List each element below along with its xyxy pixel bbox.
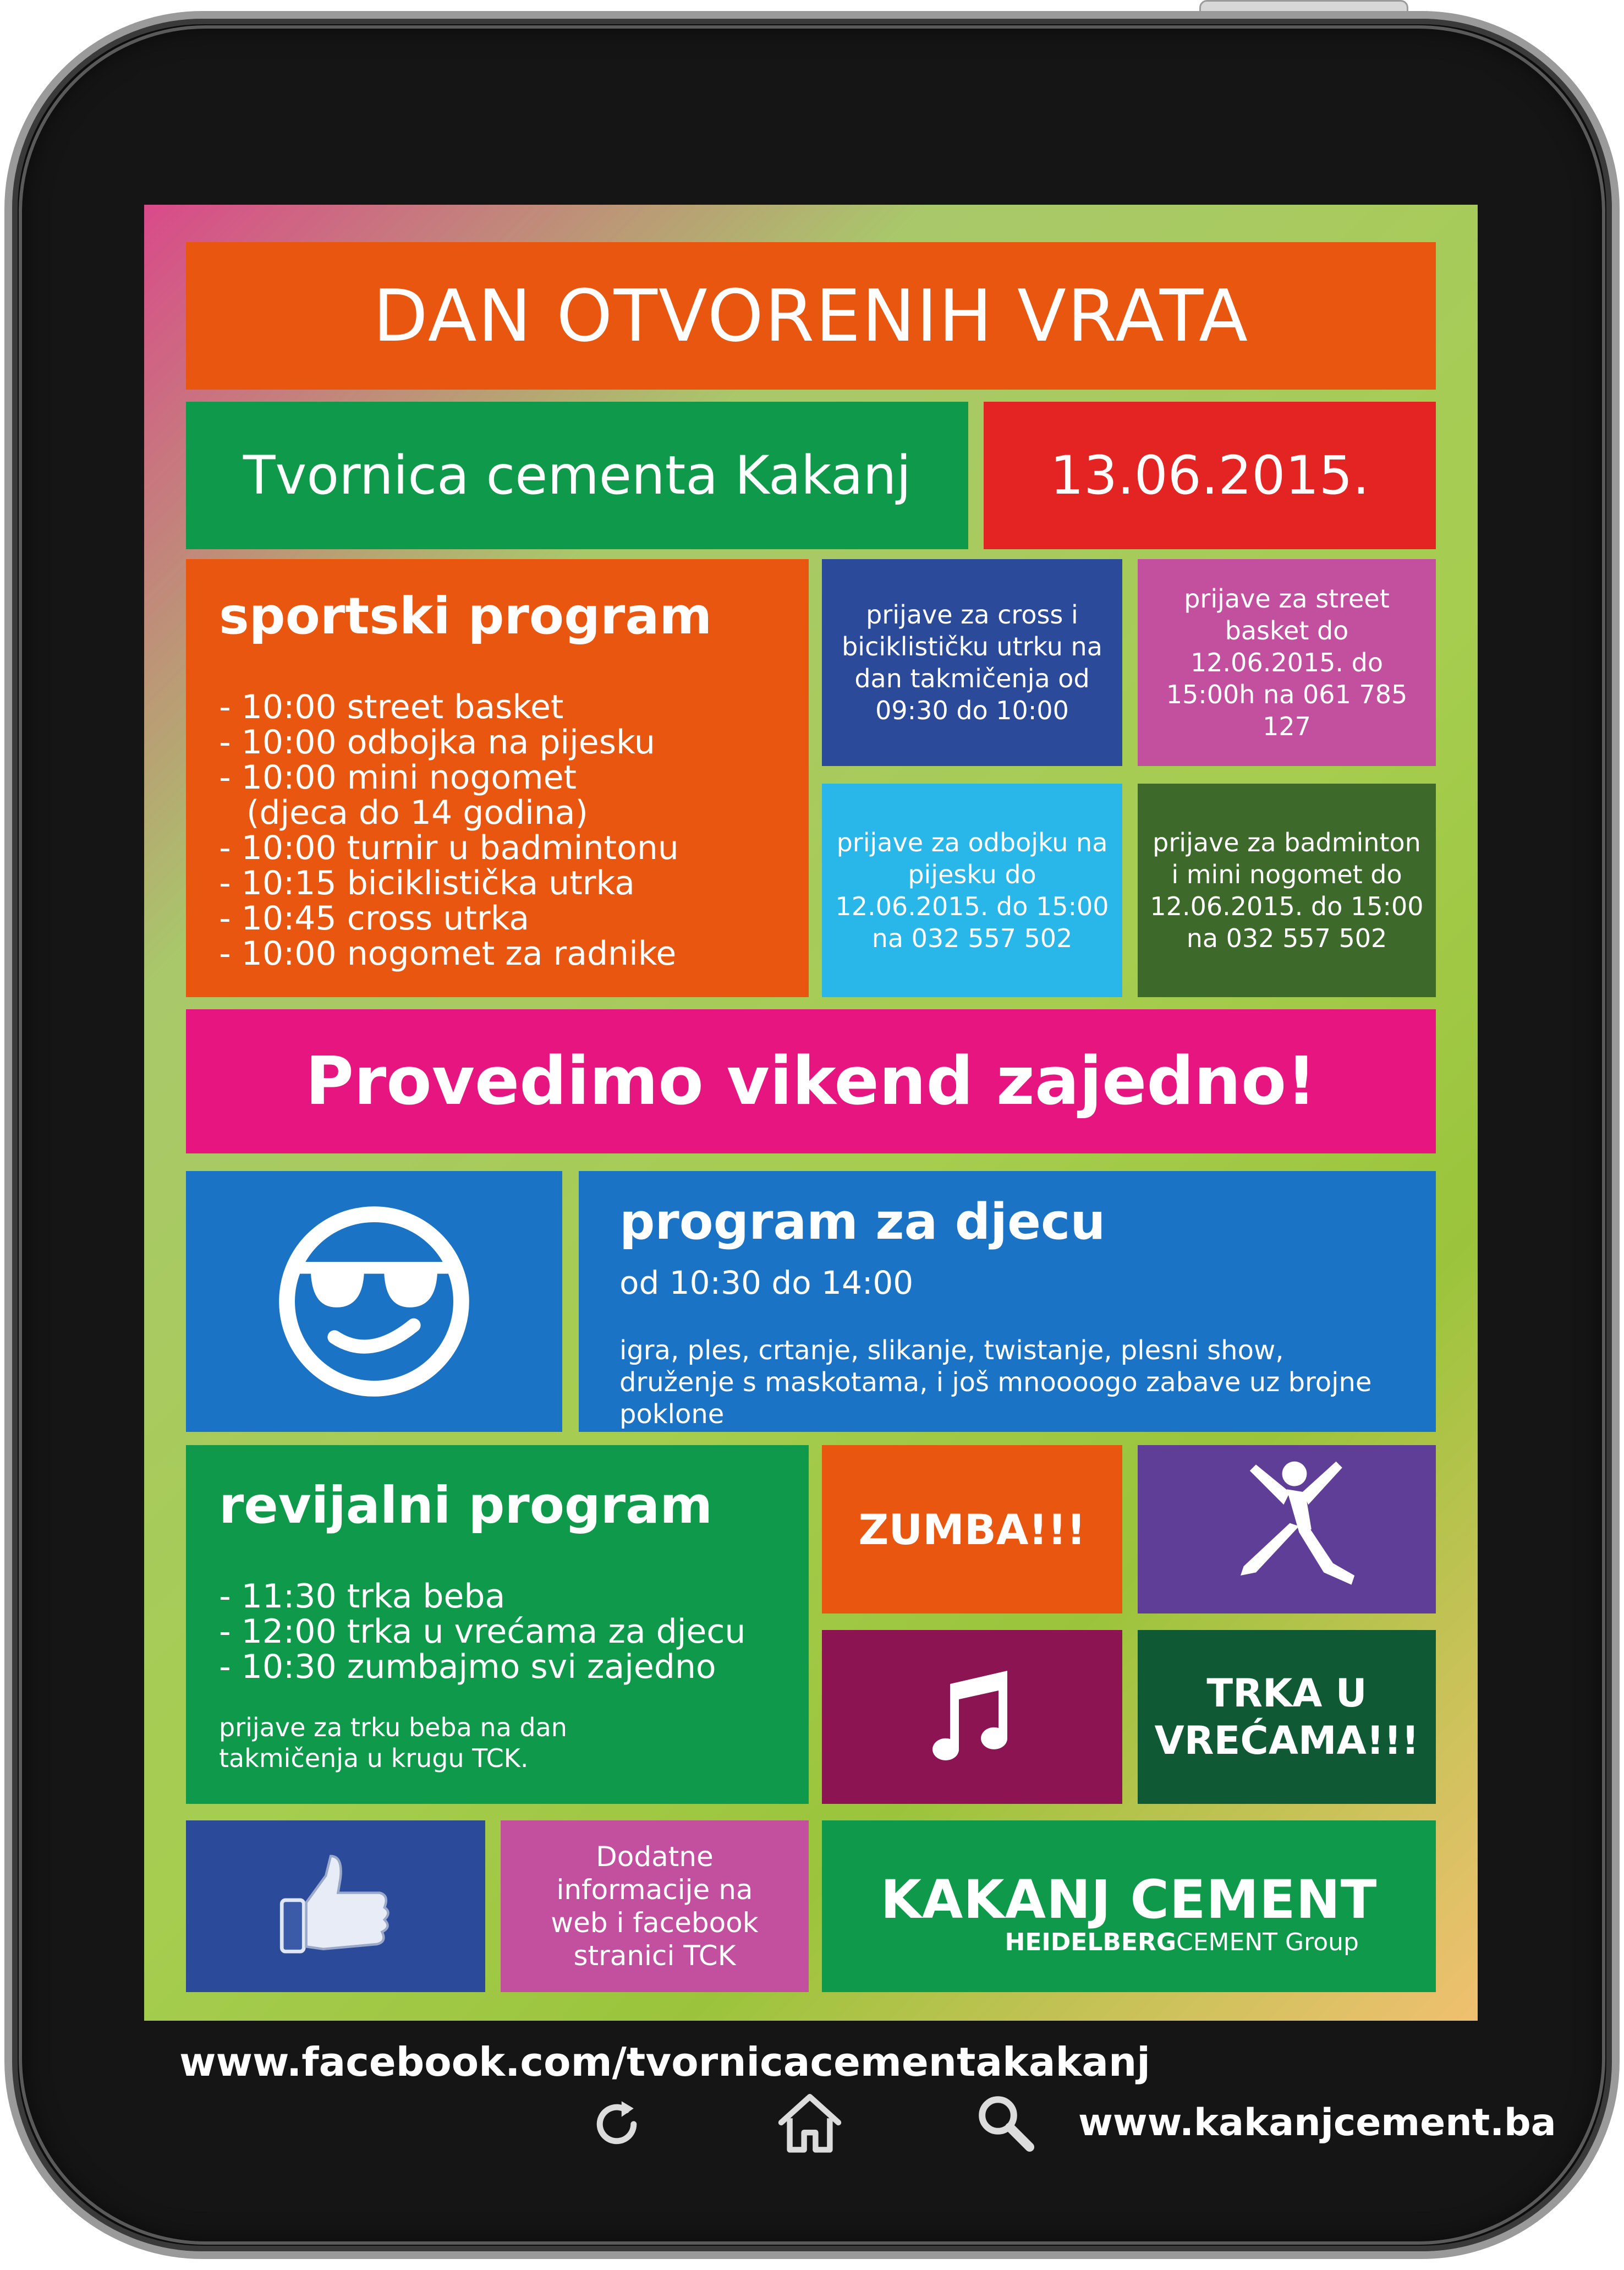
street-registration-text: prijave za street basket do 12.06.2015. do 15:00h na 061 785 127 — [1166, 584, 1408, 741]
refresh-icon — [586, 2094, 647, 2154]
street-registration-tile — [1138, 559, 1436, 766]
location-tile — [186, 402, 968, 549]
list-item: - 10:30 zumbajmo svi zajedno — [219, 1648, 716, 1686]
music-tile — [822, 1630, 1122, 1804]
facebook-link[interactable]: www.facebook.com/tvornicacementakakanj — [179, 2039, 1150, 2085]
volley-registration-tile — [822, 784, 1122, 997]
brand-name: KAKANJ CEMENT — [880, 1869, 1378, 1930]
volley-registration-text: prijave za odbojku na pijesku do 12.06.2015. do 15:00 na 032 557 502 — [835, 828, 1109, 953]
brand-tile — [822, 1820, 1436, 1992]
kids-description: igra, ples, crtanje, slikanje, twistanje, plesni show, druženje s maskotama, i još mnoooogo zabave uz brojne poklone — [619, 1335, 1372, 1430]
search-icon — [972, 2089, 1038, 2155]
sports-heading: sportski program — [219, 587, 712, 646]
sports-list — [219, 690, 776, 971]
slogan-text: Provedimo vikend zajedno! — [305, 1043, 1316, 1120]
more-info-text: Dodatne informacije na web i facebook stranici TCK — [551, 1841, 759, 1972]
brand-group — [822, 1928, 1436, 1956]
slogan-banner — [186, 1009, 1436, 1153]
jumper-tile — [1138, 1445, 1436, 1613]
brand-group-rest: CEMENT Group — [1176, 1928, 1359, 1956]
revue-note: prijave za trku beba na dan takmičenja u krugu TCK. — [219, 1713, 567, 1773]
list-item: - 11:30 trka beba — [219, 1577, 506, 1616]
website-link[interactable]: www.kakanjcement.ba — [1078, 2101, 1556, 2145]
cross-registration-text: prijave za cross i biciklističku utrku na dan takmičenja od 09:30 do 10:00 — [842, 600, 1102, 725]
home-button[interactable] — [771, 2087, 848, 2158]
thumbs-up-icon — [272, 1851, 399, 1961]
music-note-icon — [917, 1662, 1027, 1772]
sack-race-text: TRKA U VREĆAMA!!! — [1154, 1671, 1419, 1763]
revue-program-tile — [186, 1445, 809, 1804]
sports-program-tile — [186, 559, 809, 997]
poster-screen — [144, 205, 1478, 2021]
sack-race-tile — [1138, 1630, 1436, 1804]
smiley-tile — [186, 1171, 562, 1432]
zumba-text: ZUMBA!!! — [858, 1505, 1086, 1554]
list-item: - 10:00 odbojka na pijesku — [219, 723, 655, 762]
date-tile — [984, 402, 1436, 549]
search-button[interactable] — [972, 2089, 1038, 2155]
title-banner — [186, 242, 1436, 390]
list-item: - 10:00 turnir u badmintonu — [219, 829, 679, 867]
revue-heading: revijalni program — [219, 1476, 713, 1535]
revue-list — [219, 1579, 776, 1684]
badminton-registration-text: prijave za badminton i mini nogomet do 12.06.2015. do 15:00 na 032 557 502 — [1150, 828, 1424, 953]
page-title: DAN OTVORENIH VRATA — [372, 274, 1249, 358]
home-icon — [771, 2087, 848, 2158]
date-text: 13.06.2015. — [1050, 445, 1370, 506]
kids-heading: program za djecu — [619, 1193, 1106, 1251]
jumping-person-icon — [1210, 1452, 1364, 1606]
sunglasses-smiley-icon — [275, 1202, 473, 1401]
like-tile — [186, 1820, 485, 1992]
list-item: - 12:00 trka u vrećama za djecu — [219, 1612, 746, 1651]
list-item: - 10:45 cross utrka — [219, 899, 530, 938]
location-text: Tvornica cementa Kakanj — [243, 445, 912, 506]
list-item: (djeca do 14 godina) — [246, 794, 588, 832]
list-item: - 10:00 street basket — [219, 688, 564, 726]
list-item: - 10:00 mini nogomet — [219, 758, 577, 797]
cross-registration-tile — [822, 559, 1122, 766]
kids-time: od 10:30 do 14:00 — [619, 1264, 914, 1301]
list-item: - 10:15 biciklistička utrka — [219, 864, 635, 902]
more-info-tile — [501, 1820, 809, 1992]
list-item: - 10:00 nogomet za radnike — [219, 934, 677, 973]
zumba-tile — [822, 1445, 1122, 1613]
kids-program-tile — [579, 1171, 1436, 1432]
refresh-button[interactable] — [586, 2094, 647, 2154]
badminton-registration-tile — [1138, 784, 1436, 997]
brand-group-bold: HEIDELBERG — [1005, 1928, 1176, 1956]
